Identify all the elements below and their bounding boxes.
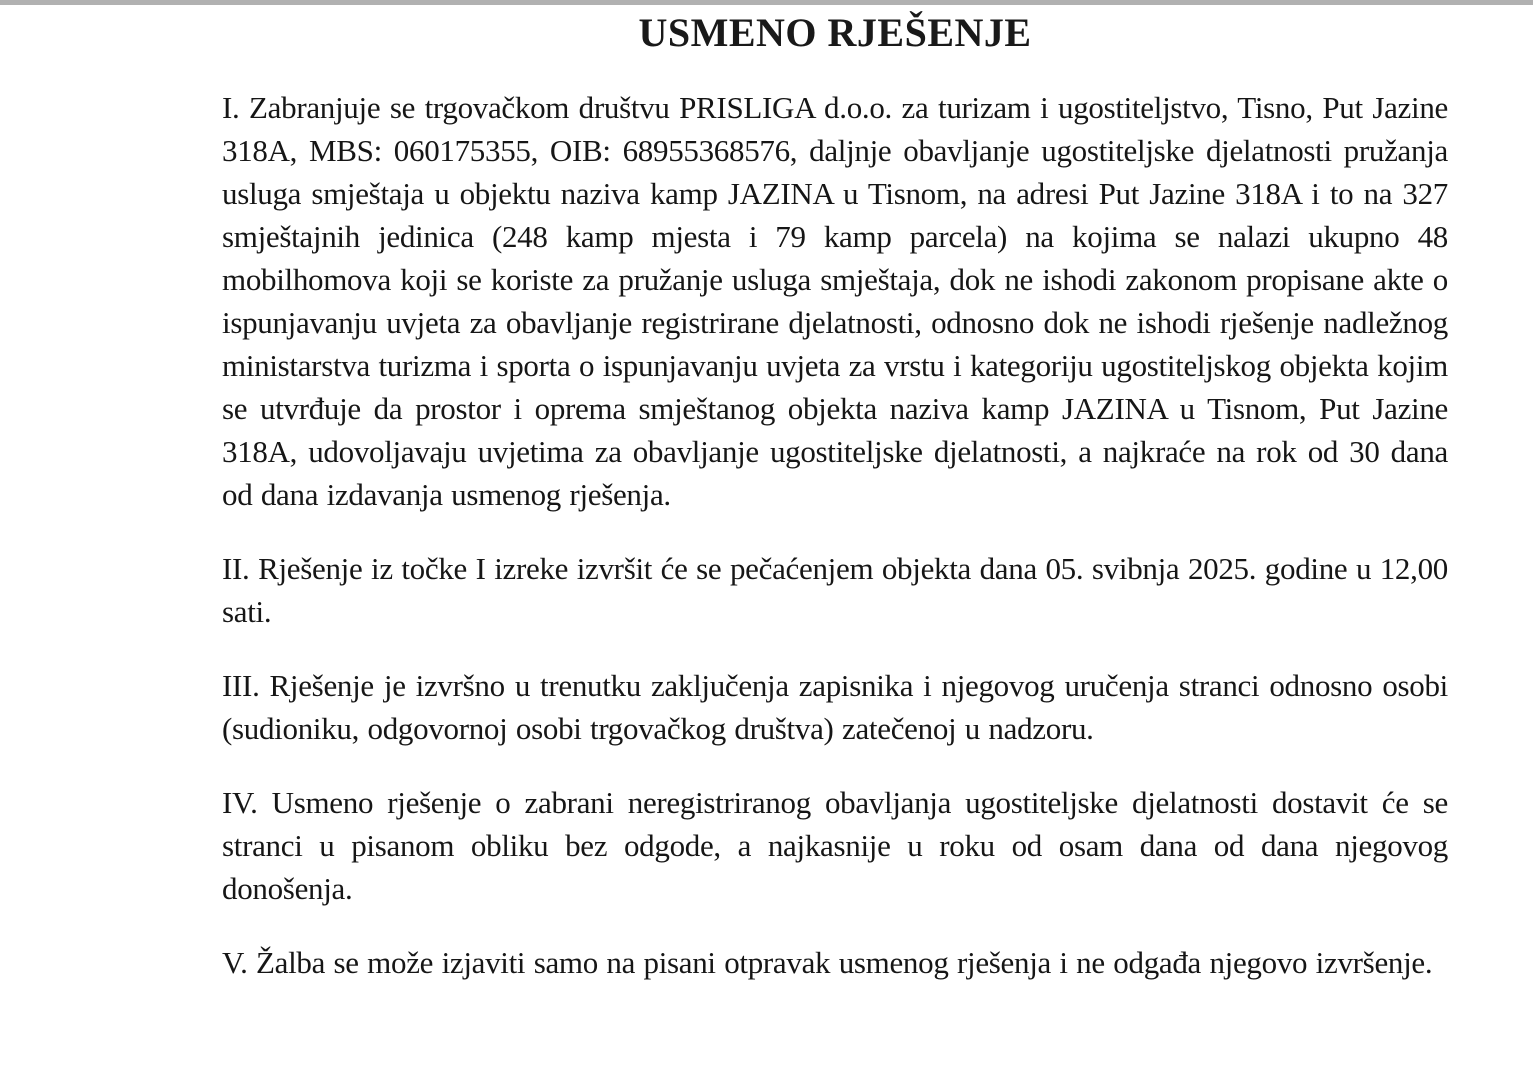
- window-top-edge: [0, 0, 1533, 5]
- paragraph-point-3: III. Rješenje je izvršno u trenutku zaključenja zapisnika i njegovog uručenja stranci odnosno osobi (sudioniku, odgovornoj osobi trgovačkog društva) zatečenoj u nadzoru.: [222, 668, 1448, 746]
- paragraph-point-2: II. Rješenje iz točke I izreke izvršit će se pečaćenjem objekta dana 05. svibnja 2025. godine u 12,00 sati.: [222, 551, 1448, 629]
- paragraph-point-5: V. Žalba se može izjaviti samo na pisani otpravak usmenog rješenja i ne odgađa njegovo izvršenje.: [222, 945, 1433, 980]
- document-content: [222, 10, 1448, 984]
- paragraph-point-4: IV. Usmeno rješenje o zabrani neregistriranog obavljanja ugostiteljske djelatnosti dostavit će se stranci u pisanom obliku bez odgode, a najkasnije u roku od osam dana od dana njegovog donošenja.: [222, 785, 1448, 906]
- paragraph-point-1: I. Zabranjuje se trgovačkom društvu PRISLIGA d.o.o. za turizam i ugostiteljstvo, Tisno, Put Jazine 318A, MBS: 060175355, OIB: 68955368576, daljnje obavljanje ugostiteljske djelatnosti pružanja usluga smještaja u objektu naziva kamp JAZINA u Tisnom, na adresi Put Jazine 318A i to na 327 smještajnih jedinica (248 kamp mjesta i 79 kamp parcela) na kojima se nalazi ukupno 48 mobilhomova koji se koriste za pružanje usluga smještaja, dok ne ishodi zakonom propisane akte o ispunjavanju uvjeta za obavljanje registrirane djelatnosti, odnosno dok ne ishodi rješenje nadležnog ministarstva turizma i sporta o ispunjavanju uvjeta za vrstu i kategoriju ugostiteljskog objekta kojim se utvrđuje da prostor i oprema smještanog objekta naziva kamp JAZINA u Tisnom, Put Jazine 318A, udovoljavaju uvjetima za obavljanje ugostiteljske djelatnosti, a najkraće na rok od 30 dana od dana izdavanja usmenog rješenja.: [222, 90, 1448, 512]
- document-title: USMENO RJEŠENJE: [638, 10, 1032, 55]
